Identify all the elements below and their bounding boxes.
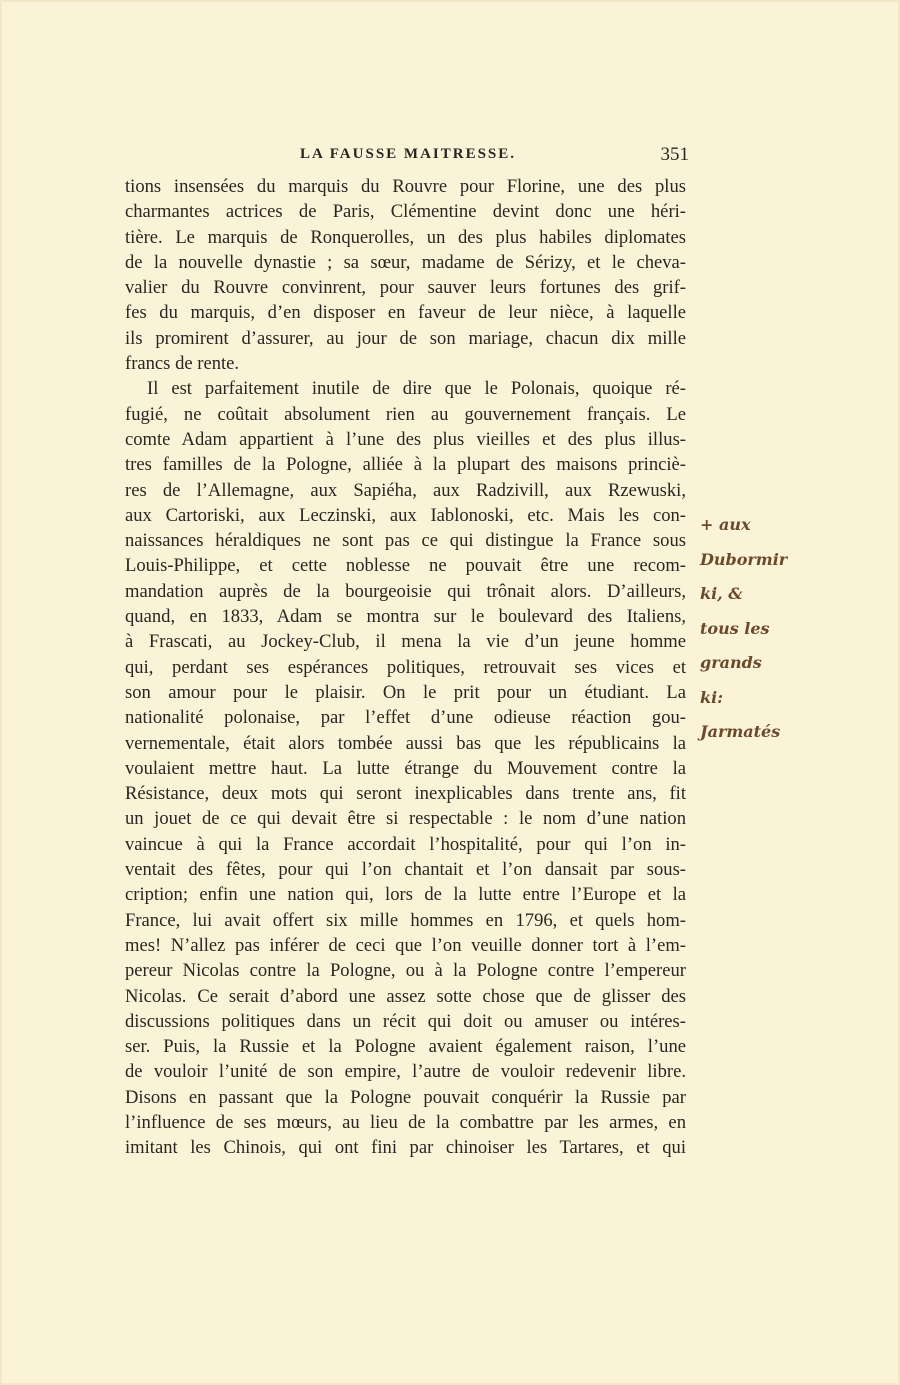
text-line: charmantes actrices de Paris, Clémentine devint donc une héri-	[125, 201, 686, 223]
margin-note-line: ki:	[700, 687, 724, 707]
margin-note-line: Dubormir	[700, 549, 788, 569]
margin-note-line: ki, &	[700, 584, 743, 603]
text-line: tière. Le marquis de Ronquerolles, un des plus habiles diplomates	[125, 226, 686, 248]
text-line: ils promirent d’assurer, au jour de son mariage, chacun dix mille	[125, 327, 686, 349]
text-line: son amour pour le plaisir. On le prit pour un étudiant. La	[125, 681, 686, 703]
text-line: Nicolas. Ce serait d’abord une assez sotte chose que de glisser des	[125, 985, 686, 1007]
text-line: fes du marquis, d’en disposer en faveur de leur nièce, à laquelle	[125, 302, 686, 324]
text-line: mandation auprès de la bourgeoisie qui trônait alors. D’ailleurs,	[125, 580, 686, 602]
text-line: un jouet de ce qui devait être si respectable : le nom d’une nation	[125, 808, 686, 830]
text-line: l’influence de ses mœurs, au lieu de la combattre par les armes, en	[125, 1111, 686, 1133]
text-line: à Frascati, au Jockey-Club, il mena la vie d’un jeune homme	[125, 631, 686, 653]
text-line: de vouloir l’unité de son empire, l’autre de vouloir redevenir libre.	[125, 1061, 686, 1083]
text-line: vaincue à qui la France accordait l’hospitalité, pour qui l’on in-	[125, 833, 686, 855]
text-line: mes! N’allez pas inférer de ceci que l’on veuille donner tort à l’em-	[125, 934, 686, 956]
text-line: tres familles de la Pologne, alliée à la plupart des maisons princiè-	[125, 454, 686, 476]
text-line: qui, perdant ses espérances politiques, retrouvait ses vices et	[125, 656, 686, 678]
text-line: francs de rente.	[125, 353, 240, 375]
text-line: imitant les Chinois, qui ont fini par chinoiser les Tartares, et qui	[125, 1137, 686, 1159]
text-line: vernementale, était alors tombée aussi bas que les républicains la	[125, 732, 686, 754]
text-line: ventait des fêtes, pour qui l’on chantait et l’on dansait par sous-	[125, 859, 686, 881]
margin-note-line: grands	[700, 653, 762, 672]
text-line: France, lui avait offert six mille hommes en 1796, et quels hom-	[125, 909, 686, 931]
text-line: comte Adam appartient à l’une des plus vieilles et des plus illus-	[125, 428, 686, 450]
text-line: Disons en passant que la Pologne pouvait conquérir la Russie par	[125, 1086, 686, 1108]
text-line: res de l’Allemagne, aux Sapiéha, aux Radzivill, aux Rzewuski,	[125, 479, 686, 501]
text-line: naissances héraldiques ne sont pas ce qui distingue la France sous	[125, 530, 686, 552]
text-line: de la nouvelle dynastie ; sa sœur, madame de Sérizy, et le cheva-	[125, 251, 686, 273]
text-line: ser. Puis, la Russie et la Pologne avaient également raison, l’une	[125, 1036, 686, 1058]
margin-note-line: tous les	[700, 618, 770, 638]
text-line: nationalité polonaise, par l’effet d’une odieuse réaction gou-	[125, 707, 686, 729]
text-line: fugié, ne coûtait absolument rien au gouvernement français. Le	[125, 403, 686, 425]
text-line: discussions politiques dans un récit qui doit ou amuser ou intéres-	[125, 1010, 686, 1032]
margin-note-line: Jarmatés	[700, 722, 781, 741]
text-line: Il est parfaitement inutile de dire que le Polonais, quoique ré-	[147, 378, 686, 400]
text-line: voulaient mettre haut. La lutte étrange du Mouvement contre la	[125, 757, 686, 779]
margin-note-line: + aux	[700, 515, 751, 534]
text-line: valier du Rouvre convinrent, pour sauver leurs fortunes des grif-	[125, 277, 686, 299]
body-text	[125, 174, 686, 1161]
text-line: aux Cartoriski, aux Leczinski, aux Iablonoski, etc. Mais les con-	[125, 504, 686, 526]
text-line: pereur Nicolas contre la Pologne, ou à la Pologne contre l’empereur	[125, 960, 686, 982]
text-line: cription; enfin une nation qui, lors de la lutte entre l’Europe et la	[125, 884, 686, 906]
text-line: Louis-Philippe, et cette noblesse ne pouvait être une recom-	[125, 555, 686, 577]
running-header	[125, 144, 689, 168]
running-title: LA FAUSSE MAITRESSE.	[300, 146, 517, 162]
text-line: tions insensées du marquis du Rouvre pour Florine, une des plus	[125, 176, 686, 197]
handwritten-margin-note	[700, 508, 830, 750]
page-number: 351	[660, 144, 689, 165]
text-line: Résistance, deux mots qui seront inexplicables dans trente ans, fit	[125, 783, 686, 805]
text-line: quand, en 1833, Adam se montra sur le boulevard des Italiens,	[125, 606, 686, 628]
